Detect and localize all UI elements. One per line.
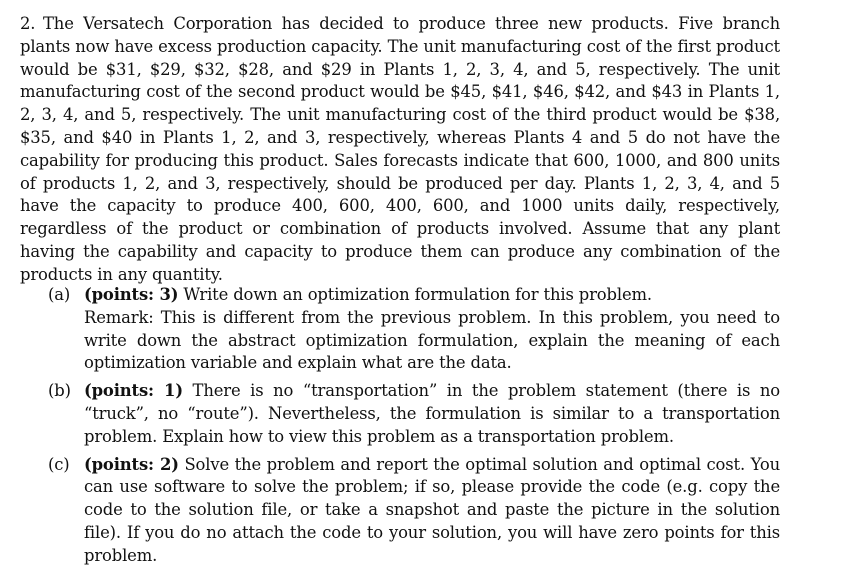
part-label: (b) — [48, 381, 71, 401]
part-label: (a) — [48, 285, 71, 304]
problem-statement — [20, 13, 780, 287]
part-text: Solve the problem and report the optimal solution and optimal cost. You can use software to solve the problem; if so, please provide the code (e.g. copy the code to the solution file, or take a snapshot and paste the picture in the solution file). If you do no attach the code to your solution, you will have zero points for this problem. — [84, 454, 780, 565]
problem-number: 2. — [20, 14, 36, 33]
part-label: (c) — [48, 454, 70, 474]
remark-text: Remark: This is different from the previous problem. In this problem, you need to write down the abstract optimization formulation, explain the meaning of each optimization variable and explain what are the data. — [84, 307, 780, 373]
part-text: There is no “transportation” in the problem statement (there is no “truck”, no “route”). Nevertheless, the formulation is similar to a transportation problem. Explain how to view this problem as a transportation problem. — [84, 381, 780, 446]
question-parts — [48, 284, 780, 573]
part-a — [48, 284, 780, 375]
points-label: (points: 2) — [84, 454, 179, 474]
points-label: (points: 3) — [84, 285, 179, 304]
problem-text: The Versatech Corporation has decided to produce three new products. Five branch plants now have excess production capacity. The unit manufacturing cost of the first product would be $31, $29, $32, $28, and $29 in Plants 1, 2, 3, 4, and 5, respectively. The unit manufacturing cost of the second product would be $45, $41, $46, $42, and $43 in Plants 1, 2, 3, 4, and 5, respectively. The unit manufacturing cost of the third product would be $38, $35, and $40 in Plants 1, 2, and 3, respectively, whereas Plants 4 and 5 do not have the capability for producing this product. Sales forecasts indicate that 600, 1000, and 800 units of products 1, 2, and 3, respectively, should be produced per day. Plants 1, 2, 3, 4, and 5 have the capacity to produce 400, 600, 400, 600, and 1000 units daily, respectively, regardless of the product or combination of products involved. Assume that any plant having the capability and capacity to produce them can produce any combination of the products in any quantity. — [20, 14, 780, 284]
part-c — [48, 454, 780, 568]
points-label: (points: 1) — [84, 381, 183, 401]
part-b — [48, 380, 780, 448]
part-text: Write down an optimization formulation for this problem. — [178, 285, 652, 304]
